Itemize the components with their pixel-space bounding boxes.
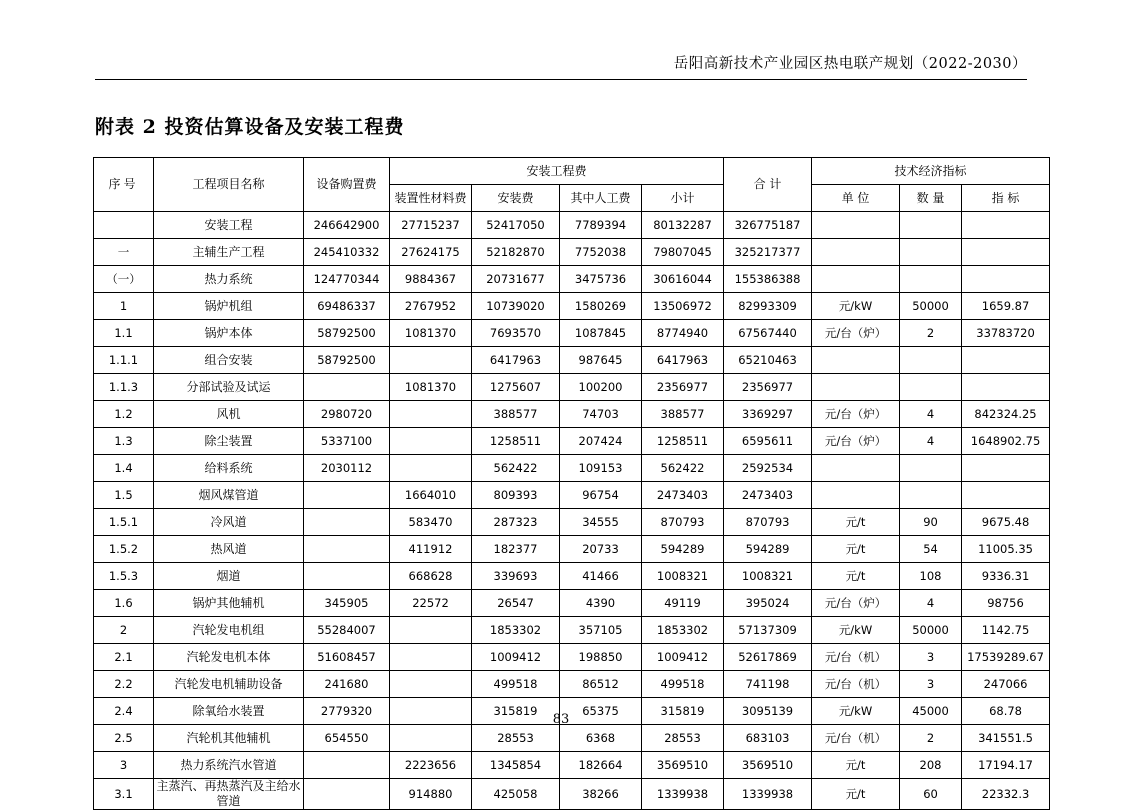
table-cell-equipment: 58792500 (304, 320, 390, 347)
table-cell-quantity (900, 455, 962, 482)
col-header-seq: 序号 (94, 158, 154, 212)
table-cell-quantity: 208 (900, 752, 962, 779)
table-cell-unit (812, 212, 900, 239)
table-cell-indicator: 11005.35 (962, 536, 1050, 563)
table-cell-equipment (304, 509, 390, 536)
table-cell-install: 6417963 (472, 347, 560, 374)
table-cell-equipment: 55284007 (304, 617, 390, 644)
table-cell-name: 分部试验及试运 (154, 374, 304, 401)
table-cell-seq: 1.6 (94, 590, 154, 617)
table-row (94, 617, 1050, 644)
table-cell-material: 1664010 (390, 482, 472, 509)
table-cell-subtotal: 8774940 (642, 320, 724, 347)
table-cell-labor: 74703 (560, 401, 642, 428)
table-row (94, 725, 1050, 752)
table-row (94, 293, 1050, 320)
table-cell-unit (812, 455, 900, 482)
table-cell-material: 1081370 (390, 320, 472, 347)
table-cell-unit: 元/t (812, 779, 900, 810)
table-cell-labor: 1580269 (560, 293, 642, 320)
table-cell-unit: 元/kW (812, 293, 900, 320)
table-cell-equipment: 69486337 (304, 293, 390, 320)
table-cell-quantity: 3 (900, 671, 962, 698)
table-cell-material (390, 347, 472, 374)
table-cell-name: 热力系统 (154, 266, 304, 293)
table-cell-subtotal: 315819 (642, 698, 724, 725)
table-cell-equipment (304, 536, 390, 563)
table-cell-name: 烟道 (154, 563, 304, 590)
table-cell-seq: 2 (94, 617, 154, 644)
table-cell-quantity: 4 (900, 590, 962, 617)
table-row (94, 779, 1050, 810)
table-cell-equipment (304, 482, 390, 509)
table-cell-equipment: 345905 (304, 590, 390, 617)
col-header-install-fee: 安装费 (472, 185, 560, 212)
table-cell-equipment (304, 563, 390, 590)
table-cell-equipment: 245410332 (304, 239, 390, 266)
table-cell-total: 2592534 (724, 455, 812, 482)
table-cell-equipment: 5337100 (304, 428, 390, 455)
table-cell-seq: 2.2 (94, 671, 154, 698)
table-cell-labor: 207424 (560, 428, 642, 455)
table-row (94, 509, 1050, 536)
table-cell-quantity (900, 482, 962, 509)
running-header: 岳阳高新技术产业园区热电联产规划（2022-2030） (95, 52, 1027, 80)
table-cell-name: 给料系统 (154, 455, 304, 482)
table-cell-equipment (304, 752, 390, 779)
table-cell-total: 6595611 (724, 428, 812, 455)
table-cell-install: 1258511 (472, 428, 560, 455)
table-cell-seq: 2.1 (94, 644, 154, 671)
table-cell-install: 562422 (472, 455, 560, 482)
table-row (94, 644, 1050, 671)
table-cell-equipment: 246642900 (304, 212, 390, 239)
table-cell-subtotal: 2356977 (642, 374, 724, 401)
table-cell-material: 2767952 (390, 293, 472, 320)
table-row (94, 212, 1050, 239)
table-cell-labor: 34555 (560, 509, 642, 536)
col-header-subtotal: 小计 (642, 185, 724, 212)
table-cell-unit: 元/t (812, 536, 900, 563)
table-cell-quantity: 50000 (900, 293, 962, 320)
table-cell-unit (812, 239, 900, 266)
table-cell-labor: 1087845 (560, 320, 642, 347)
table-cell-indicator (962, 239, 1050, 266)
table-cell-name: 汽轮机其他辅机 (154, 725, 304, 752)
table-cell-name: 主辅生产工程 (154, 239, 304, 266)
table-cell-unit (812, 482, 900, 509)
page-title: 附表 2 投资估算设备及安装工程费 (95, 116, 405, 138)
table-cell-install: 1275607 (472, 374, 560, 401)
col-header-labor-cost: 其中人工费 (560, 185, 642, 212)
table-cell-subtotal: 80132287 (642, 212, 724, 239)
table-cell-quantity: 54 (900, 536, 962, 563)
table-cell-material (390, 644, 472, 671)
table-cell-subtotal: 562422 (642, 455, 724, 482)
table-cell-equipment: 2030112 (304, 455, 390, 482)
table-row (94, 752, 1050, 779)
table-cell-indicator: 9336.31 (962, 563, 1050, 590)
table-cell-name: 冷风道 (154, 509, 304, 536)
table-cell-labor: 182664 (560, 752, 642, 779)
table-cell-indicator: 17194.17 (962, 752, 1050, 779)
table-cell-equipment: 124770344 (304, 266, 390, 293)
table-cell-install: 499518 (472, 671, 560, 698)
table-row (94, 266, 1050, 293)
table-cell-seq: 1.1 (94, 320, 154, 347)
table-cell-unit: 元/kW (812, 698, 900, 725)
table-cell-indicator: 98756 (962, 590, 1050, 617)
table-cell-seq: 1.5 (94, 482, 154, 509)
table-cell-material: 668628 (390, 563, 472, 590)
table-cell-subtotal: 1009412 (642, 644, 724, 671)
table-cell-quantity: 50000 (900, 617, 962, 644)
table-cell-subtotal: 1258511 (642, 428, 724, 455)
col-header-project-name: 工程项目名称 (154, 158, 304, 212)
table-row (94, 590, 1050, 617)
table-cell-labor: 987645 (560, 347, 642, 374)
table-cell-quantity: 3 (900, 644, 962, 671)
table-cell-indicator (962, 266, 1050, 293)
table-cell-install: 339693 (472, 563, 560, 590)
table-row (94, 428, 1050, 455)
table-cell-total: 3569510 (724, 752, 812, 779)
table-cell-indicator: 68.78 (962, 698, 1050, 725)
table-cell-total: 82993309 (724, 293, 812, 320)
table-cell-install: 1345854 (472, 752, 560, 779)
table-cell-total: 57137309 (724, 617, 812, 644)
table-cell-unit: 元/台（机） (812, 644, 900, 671)
table-cell-install: 28553 (472, 725, 560, 752)
table-cell-install: 26547 (472, 590, 560, 617)
table-cell-labor: 100200 (560, 374, 642, 401)
table-cell-seq: 3.1 (94, 779, 154, 810)
table-cell-quantity (900, 212, 962, 239)
table-cell-indicator (962, 374, 1050, 401)
table-cell-indicator: 1659.87 (962, 293, 1050, 320)
table-header (94, 158, 1050, 212)
table-cell-indicator: 17539289.67 (962, 644, 1050, 671)
table-cell-material: 914880 (390, 779, 472, 810)
table-cell-labor: 3475736 (560, 266, 642, 293)
table-cell-total: 155386388 (724, 266, 812, 293)
table-cell-labor: 41466 (560, 563, 642, 590)
table-cell-indicator: 33783720 (962, 320, 1050, 347)
table-cell-unit: 元/台（炉） (812, 590, 900, 617)
table-cell-install: 388577 (472, 401, 560, 428)
table-cell-material (390, 428, 472, 455)
table-cell-material (390, 455, 472, 482)
page-number: 83 (552, 712, 570, 727)
table-cell-labor: 96754 (560, 482, 642, 509)
table-cell-name: 锅炉其他辅机 (154, 590, 304, 617)
table-cell-unit: 元/台（炉） (812, 401, 900, 428)
table-cell-total: 65210463 (724, 347, 812, 374)
table-cell-install: 52417050 (472, 212, 560, 239)
table-cell-subtotal: 13506972 (642, 293, 724, 320)
table-cell-unit: 元/t (812, 563, 900, 590)
table-header-row-1 (94, 158, 1050, 185)
table-cell-total: 395024 (724, 590, 812, 617)
table-cell-seq: 1.3 (94, 428, 154, 455)
table-cell-subtotal: 1008321 (642, 563, 724, 590)
table-cell-name: 风机 (154, 401, 304, 428)
table-cell-name: 除尘装置 (154, 428, 304, 455)
table-cell-quantity: 60 (900, 779, 962, 810)
table-cell-indicator: 341551.5 (962, 725, 1050, 752)
table-cell-total: 3095139 (724, 698, 812, 725)
table-cell-labor: 198850 (560, 644, 642, 671)
table-cell-subtotal: 49119 (642, 590, 724, 617)
table-cell-total: 2473403 (724, 482, 812, 509)
table-row (94, 482, 1050, 509)
table-cell-name: 锅炉本体 (154, 320, 304, 347)
table-cell-unit (812, 347, 900, 374)
table-cell-install: 52182870 (472, 239, 560, 266)
table-cell-seq: 3 (94, 752, 154, 779)
table-cell-material (390, 671, 472, 698)
table-cell-name: 安装工程 (154, 212, 304, 239)
table-cell-name: 除氧给水装置 (154, 698, 304, 725)
table-cell-install: 809393 (472, 482, 560, 509)
table-cell-equipment: 2980720 (304, 401, 390, 428)
table-cell-equipment (304, 374, 390, 401)
table-cell-seq: 1.1.3 (94, 374, 154, 401)
table-cell-indicator (962, 347, 1050, 374)
table-cell-total: 325217377 (724, 239, 812, 266)
table-cell-quantity: 108 (900, 563, 962, 590)
table-cell-subtotal: 594289 (642, 536, 724, 563)
table-cell-equipment (304, 779, 390, 810)
table-cell-total: 52617869 (724, 644, 812, 671)
table-cell-indicator: 1142.75 (962, 617, 1050, 644)
table-cell-subtotal: 28553 (642, 725, 724, 752)
table-cell-labor: 7752038 (560, 239, 642, 266)
table-cell-unit (812, 374, 900, 401)
table-cell-indicator: 842324.25 (962, 401, 1050, 428)
table-cell-indicator (962, 455, 1050, 482)
table-cell-indicator (962, 482, 1050, 509)
table-cell-name: 主蒸汽、再热蒸汽及主给水管道 (154, 779, 304, 810)
table-cell-unit: 元/台（炉） (812, 320, 900, 347)
table-cell-unit (812, 266, 900, 293)
table-cell-total: 683103 (724, 725, 812, 752)
table-cell-labor: 4390 (560, 590, 642, 617)
table-cell-material (390, 401, 472, 428)
table-cell-install: 10739020 (472, 293, 560, 320)
table-cell-material: 411912 (390, 536, 472, 563)
table-cell-quantity: 45000 (900, 698, 962, 725)
table-cell-quantity: 2 (900, 725, 962, 752)
table-cell-name: 汽轮发电机组 (154, 617, 304, 644)
table-cell-indicator: 247066 (962, 671, 1050, 698)
table-cell-seq: （一） (94, 266, 154, 293)
table-cell-labor: 7789394 (560, 212, 642, 239)
table-cell-name: 烟风煤管道 (154, 482, 304, 509)
table-cell-total: 2356977 (724, 374, 812, 401)
table-cell-equipment: 654550 (304, 725, 390, 752)
table-cell-labor: 6368 (560, 725, 642, 752)
table-cell-install: 287323 (472, 509, 560, 536)
table-cell-subtotal: 499518 (642, 671, 724, 698)
table-cell-subtotal: 6417963 (642, 347, 724, 374)
table-cell-quantity: 90 (900, 509, 962, 536)
table-cell-seq: 2.5 (94, 725, 154, 752)
table-cell-seq: 1.5.1 (94, 509, 154, 536)
table-cell-labor: 38266 (560, 779, 642, 810)
table-cell-material: 27624175 (390, 239, 472, 266)
table-cell-unit: 元/台（机） (812, 725, 900, 752)
table-cell-name: 热力系统汽水管道 (154, 752, 304, 779)
table-cell-equipment: 51608457 (304, 644, 390, 671)
table-cell-seq: 1.5.2 (94, 536, 154, 563)
table-cell-install: 425058 (472, 779, 560, 810)
table-cell-subtotal: 3569510 (642, 752, 724, 779)
table-cell-quantity (900, 347, 962, 374)
table-cell-quantity (900, 266, 962, 293)
table-row (94, 671, 1050, 698)
table-row (94, 563, 1050, 590)
table-cell-indicator: 9675.48 (962, 509, 1050, 536)
table-cell-material: 9884367 (390, 266, 472, 293)
table-cell-equipment: 2779320 (304, 698, 390, 725)
table-cell-unit: 元/台（炉） (812, 428, 900, 455)
table-cell-unit: 元/t (812, 509, 900, 536)
col-header-device-material: 装置性材料费 (390, 185, 472, 212)
table-cell-name: 锅炉机组 (154, 293, 304, 320)
table-cell-unit: 元/kW (812, 617, 900, 644)
table-cell-labor: 357105 (560, 617, 642, 644)
table-cell-material (390, 725, 472, 752)
table-cell-quantity: 4 (900, 428, 962, 455)
table-cell-install: 315819 (472, 698, 560, 725)
col-header-quantity: 数 量 (900, 185, 962, 212)
table-cell-subtotal: 79807045 (642, 239, 724, 266)
table-cell-labor: 109153 (560, 455, 642, 482)
table-cell-total: 1008321 (724, 563, 812, 590)
table-cell-quantity (900, 239, 962, 266)
table-cell-material: 2223656 (390, 752, 472, 779)
table-cell-total: 870793 (724, 509, 812, 536)
table-cell-name: 热风道 (154, 536, 304, 563)
table-cell-subtotal: 870793 (642, 509, 724, 536)
table-cell-subtotal: 1339938 (642, 779, 724, 810)
table-row (94, 401, 1050, 428)
table-row (94, 239, 1050, 266)
table-cell-total: 3369297 (724, 401, 812, 428)
table-cell-seq: 一 (94, 239, 154, 266)
table-cell-unit: 元/t (812, 752, 900, 779)
table-cell-total: 594289 (724, 536, 812, 563)
table-cell-material: 1081370 (390, 374, 472, 401)
table-cell-equipment: 58792500 (304, 347, 390, 374)
table-cell-quantity (900, 374, 962, 401)
table-cell-subtotal: 30616044 (642, 266, 724, 293)
table-cell-total: 326775187 (724, 212, 812, 239)
table-cell-install: 1853302 (472, 617, 560, 644)
table-cell-seq: 2.4 (94, 698, 154, 725)
col-header-indicator: 指 标 (962, 185, 1050, 212)
table-cell-seq: 1.4 (94, 455, 154, 482)
table-cell-seq (94, 212, 154, 239)
table-cell-quantity: 4 (900, 401, 962, 428)
table-cell-total: 67567440 (724, 320, 812, 347)
table-row (94, 347, 1050, 374)
table-cell-material (390, 617, 472, 644)
col-header-unit: 单 位 (812, 185, 900, 212)
table-cell-install: 7693570 (472, 320, 560, 347)
table-cell-labor: 65375 (560, 698, 642, 725)
table-row (94, 320, 1050, 347)
table-cell-seq: 1.5.3 (94, 563, 154, 590)
table-row (94, 374, 1050, 401)
table-row (94, 455, 1050, 482)
col-header-total: 合 计 (724, 158, 812, 212)
table-cell-install: 20731677 (472, 266, 560, 293)
table-cell-name: 组合安装 (154, 347, 304, 374)
table-cell-name: 汽轮发电机辅助设备 (154, 671, 304, 698)
table-cell-subtotal: 388577 (642, 401, 724, 428)
table-cell-quantity: 2 (900, 320, 962, 347)
table-cell-indicator: 1648902.75 (962, 428, 1050, 455)
table-cell-unit: 元/台（机） (812, 671, 900, 698)
table-cell-install: 1009412 (472, 644, 560, 671)
table-cell-seq: 1.1.1 (94, 347, 154, 374)
table-cell-equipment: 241680 (304, 671, 390, 698)
table-cell-labor: 20733 (560, 536, 642, 563)
table-cell-indicator: 22332.3 (962, 779, 1050, 810)
table-cell-name: 汽轮发电机本体 (154, 644, 304, 671)
table-cell-seq: 1.2 (94, 401, 154, 428)
table-row (94, 536, 1050, 563)
table-cell-seq: 1 (94, 293, 154, 320)
table-cell-material: 583470 (390, 509, 472, 536)
group-header-install-works: 安装工程费 (390, 158, 724, 185)
table-cell-labor: 86512 (560, 671, 642, 698)
table-cell-subtotal: 2473403 (642, 482, 724, 509)
table-cell-material: 27715237 (390, 212, 472, 239)
col-header-equipment-cost: 设备购置费 (304, 158, 390, 212)
table-cell-subtotal: 1853302 (642, 617, 724, 644)
table-cell-material: 22572 (390, 590, 472, 617)
group-header-tech-econ: 技术经济指标 (812, 158, 1050, 185)
table-cell-install: 182377 (472, 536, 560, 563)
table-cell-indicator (962, 212, 1050, 239)
table-cell-total: 741198 (724, 671, 812, 698)
table-cell-total: 1339938 (724, 779, 812, 810)
